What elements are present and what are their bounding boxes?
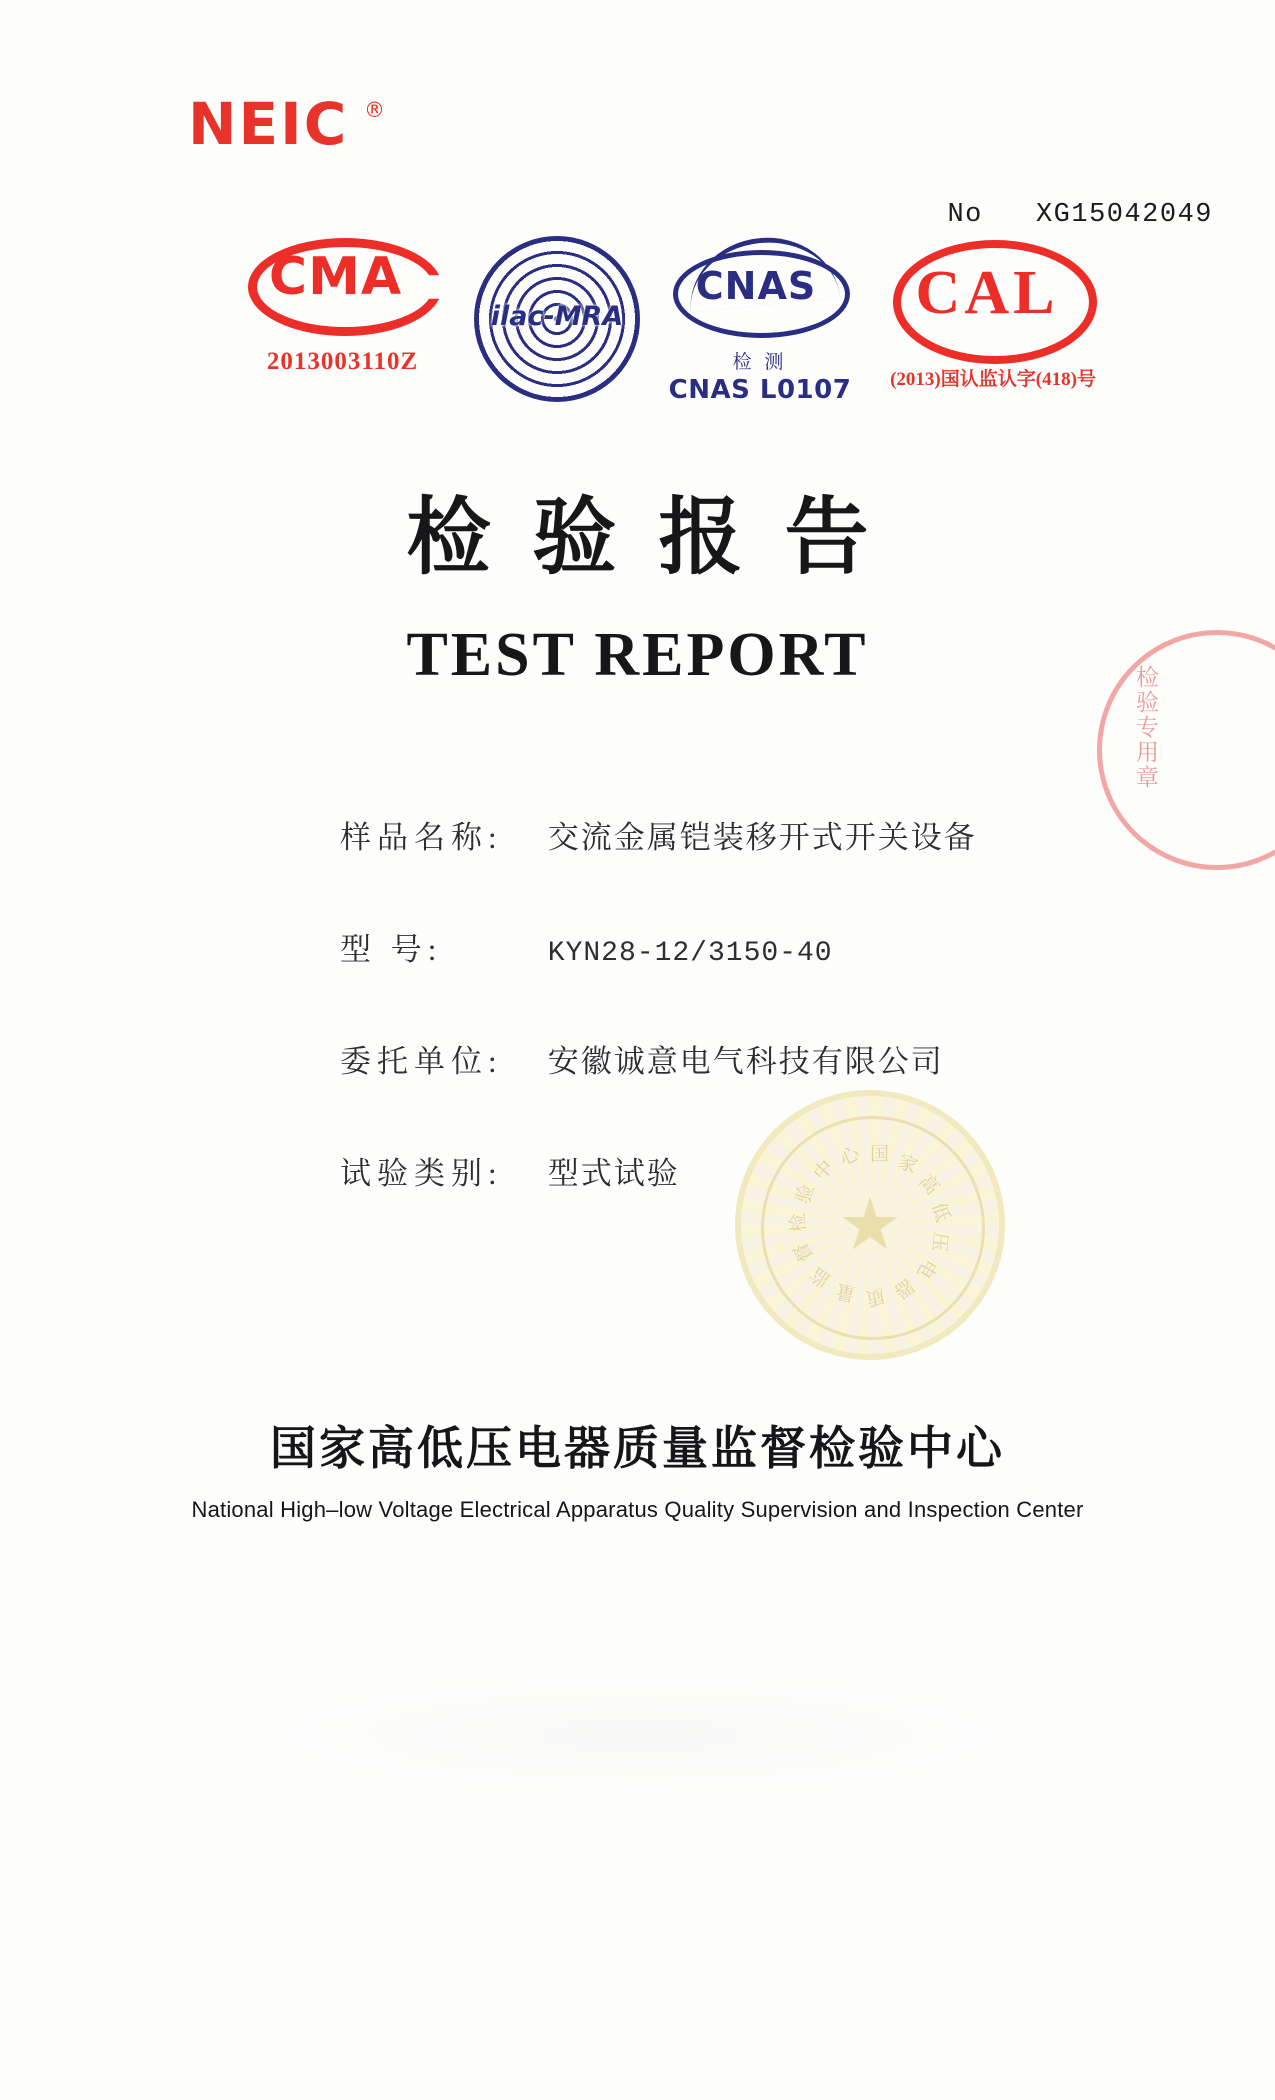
inspection-stamp-right (1097, 630, 1275, 870)
cal-code: (2013)国认监认字(418)号 (890, 369, 1096, 390)
cal-seal-icon (893, 240, 1093, 362)
ilac-mra-mark (462, 236, 652, 402)
organization-name-english: National High–low Voltage Electrical Apparatus Quality Supervision and Inspection Center (191, 1497, 1084, 1522)
field-client (340, 1036, 1100, 1148)
embossed-seal (735, 1090, 1005, 1360)
ilac-mra-letters: ilac-MRA (490, 301, 624, 332)
cnas-letters: CNAS (695, 264, 817, 308)
neic-logo: NEIC (188, 90, 349, 158)
field-client-value: 安徽诚意电气科技有限公司 (547, 1044, 944, 1079)
field-sample-name-label: 样品名称: (340, 820, 503, 855)
cnas-mark (650, 240, 870, 405)
cma-code: 2013003110Z (266, 348, 419, 375)
cal-mark (868, 240, 1118, 391)
cal-letters: CAL (915, 259, 1059, 327)
field-model (340, 924, 1100, 1036)
page-title-chinese: 检验报告 (406, 492, 911, 585)
cnas-seal-icon (673, 240, 848, 345)
field-sample-name-value: 交流金属铠装移开式开关设备 (547, 820, 977, 855)
page-title-english: TEST REPORT (406, 621, 869, 689)
cma-mark (240, 238, 445, 376)
cma-letters: CMA (268, 247, 403, 307)
accreditation-marks (240, 238, 1100, 423)
cnas-code: CNAS L0107 (668, 375, 852, 405)
report-number-value: XG15042049 (1035, 200, 1213, 230)
paper-watermark (270, 1680, 1010, 1790)
report-number (947, 200, 1213, 230)
report-number-label: No (947, 200, 983, 230)
field-test-type-label: 试验类别: (340, 1156, 503, 1191)
ilac-mra-seal-icon (474, 236, 640, 402)
field-client-label: 委托单位: (340, 1044, 503, 1079)
organization-name-chinese: 国家高低压电器质量监督检验中心 (270, 1423, 1005, 1474)
cnas-chinese-label: 检 测 (732, 352, 788, 373)
field-model-value: KYN28-12/3150-40 (547, 938, 833, 969)
embossed-seal-ring-text: 国 家 高 低 压 电 器 质 量 监 督 检 验 中 心 (787, 1143, 953, 1309)
field-test-type-value: 型式试验 (547, 1156, 680, 1191)
inspection-stamp-right-text: 检验专用章 (1133, 665, 1158, 790)
cma-seal-icon (248, 238, 438, 330)
star-icon: ★ (837, 1185, 903, 1265)
field-model-label: 型 号: (340, 932, 443, 967)
registered-trademark-icon: ® (364, 98, 385, 122)
field-sample-name (340, 812, 1100, 924)
